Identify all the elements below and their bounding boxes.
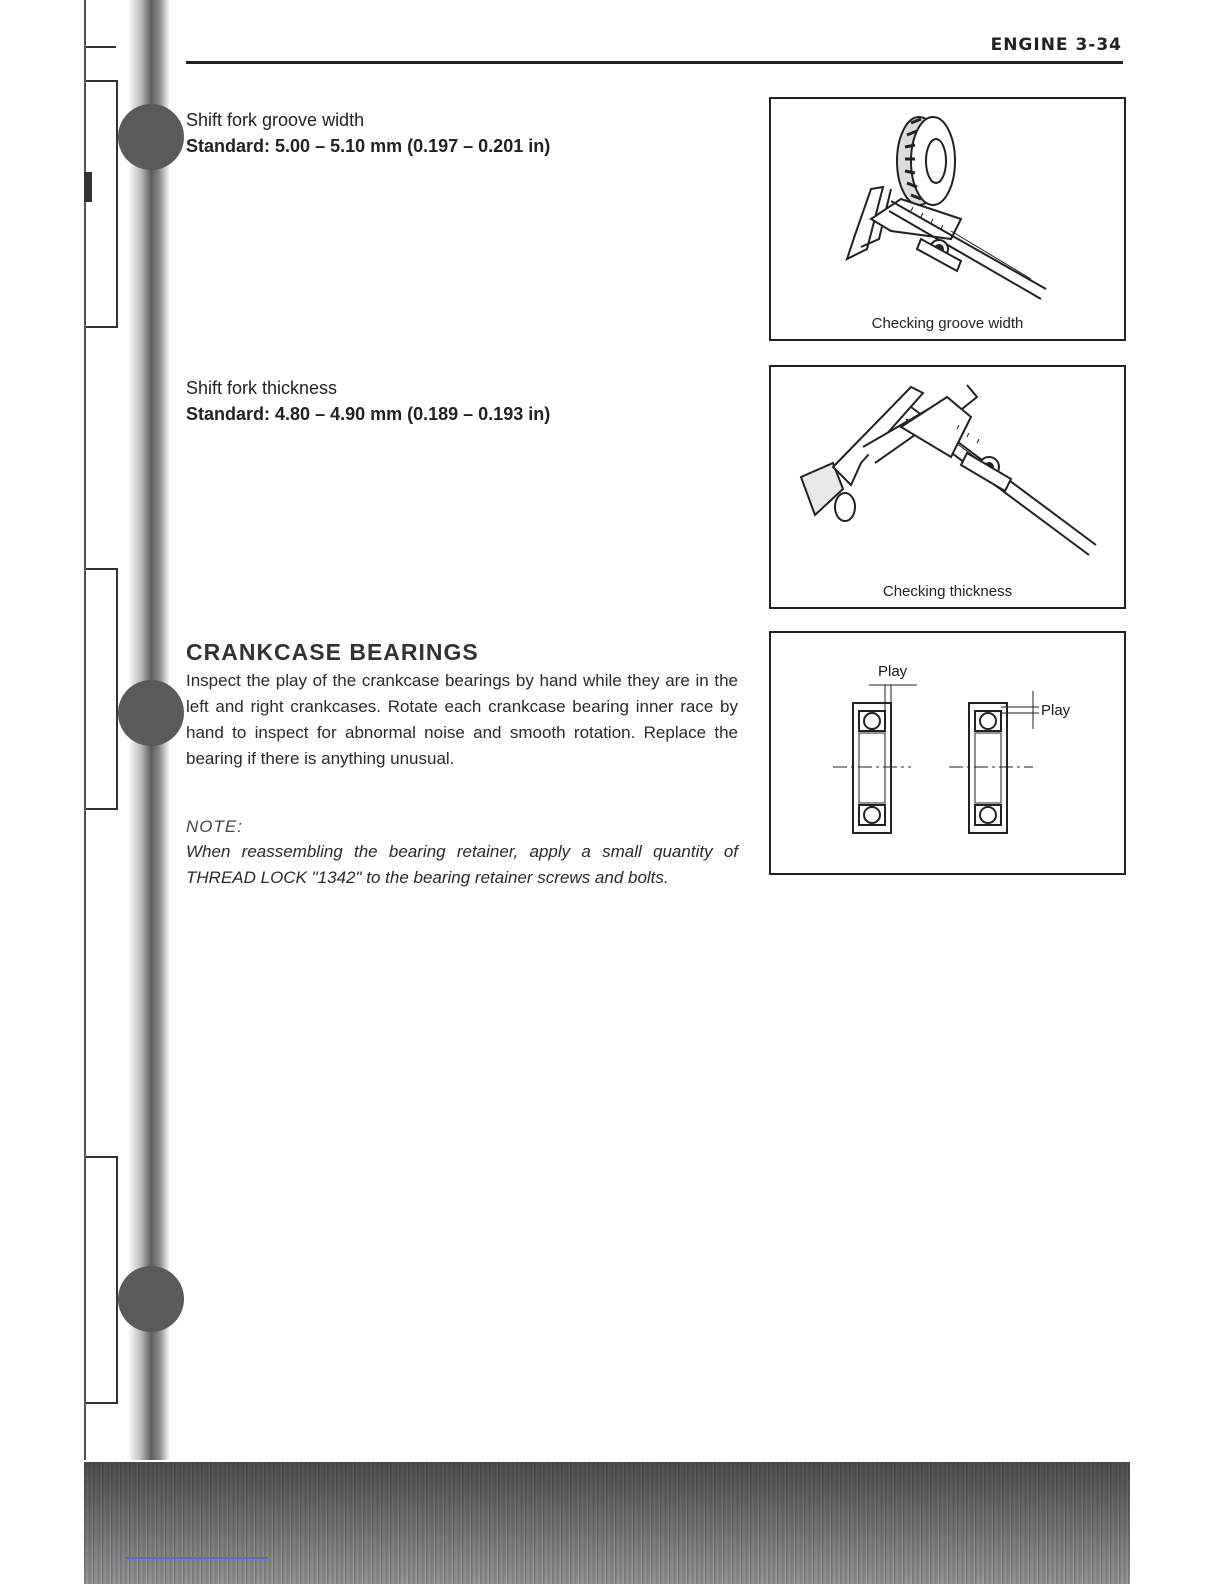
figure-groove-width xyxy=(769,97,1126,341)
note-text: When reassembling the bearing retainer, apply a small quantity of THREAD LOCK "1342" to the bearing retainer screws and bolts. xyxy=(186,842,738,887)
section-tab xyxy=(86,80,118,328)
section-title-crankcase-bearings: CRANKCASE BEARINGS xyxy=(186,639,479,665)
groove-spec-block xyxy=(186,107,550,159)
scan-artifact-line xyxy=(126,1557,268,1559)
thickness-spec-title: Shift fork thickness xyxy=(186,378,338,398)
binder-hole xyxy=(118,1266,184,1332)
page-header: ENGINE 3-34 xyxy=(990,35,1122,55)
header-rule xyxy=(186,61,1123,64)
caliper-gear-illustration xyxy=(771,99,1124,339)
figure-caption: Checking groove width xyxy=(871,315,1024,332)
play-label-right: Play xyxy=(1041,702,1071,719)
groove-spec-title: Shift fork groove width xyxy=(186,110,365,130)
binder-hole xyxy=(118,104,184,170)
play-label-left: Play xyxy=(878,663,908,680)
figure-caption: Checking thickness xyxy=(882,583,1013,600)
page-margin xyxy=(0,0,84,1584)
figure-bearing-play xyxy=(769,631,1126,875)
thickness-standard-value: 4.80 – 4.90 mm (0.189 – 0.193 in) xyxy=(275,404,551,424)
caliper-fork-illustration xyxy=(771,367,1124,607)
tab-divider-line xyxy=(86,46,116,48)
binder-hole xyxy=(118,680,184,746)
tab-marker xyxy=(84,172,92,202)
note-label: NOTE: xyxy=(186,817,243,836)
crankcase-bearings-body: Inspect the play of the crankcase bearings by hand while they are in the left and right crankcases. Rotate each crankcase bearing inner race by hand to inspect for abnormal noise and smooth rotation. Replace the bearing if there is anything unusual. xyxy=(186,671,738,768)
bearing-play-diagram xyxy=(771,633,1124,873)
section-tab xyxy=(86,568,118,810)
groove-spec-standard xyxy=(186,133,550,159)
scan-bottom-shadow xyxy=(84,1462,1130,1584)
section-tab xyxy=(86,1156,118,1404)
thickness-spec-block xyxy=(186,375,550,427)
figure-thickness xyxy=(769,365,1126,609)
thickness-spec-standard xyxy=(186,401,550,427)
thickness-standard-label: Standard: xyxy=(186,404,271,424)
groove-standard-value: 5.00 – 5.10 mm (0.197 – 0.201 in) xyxy=(275,136,551,156)
groove-standard-label: Standard: xyxy=(186,136,271,156)
